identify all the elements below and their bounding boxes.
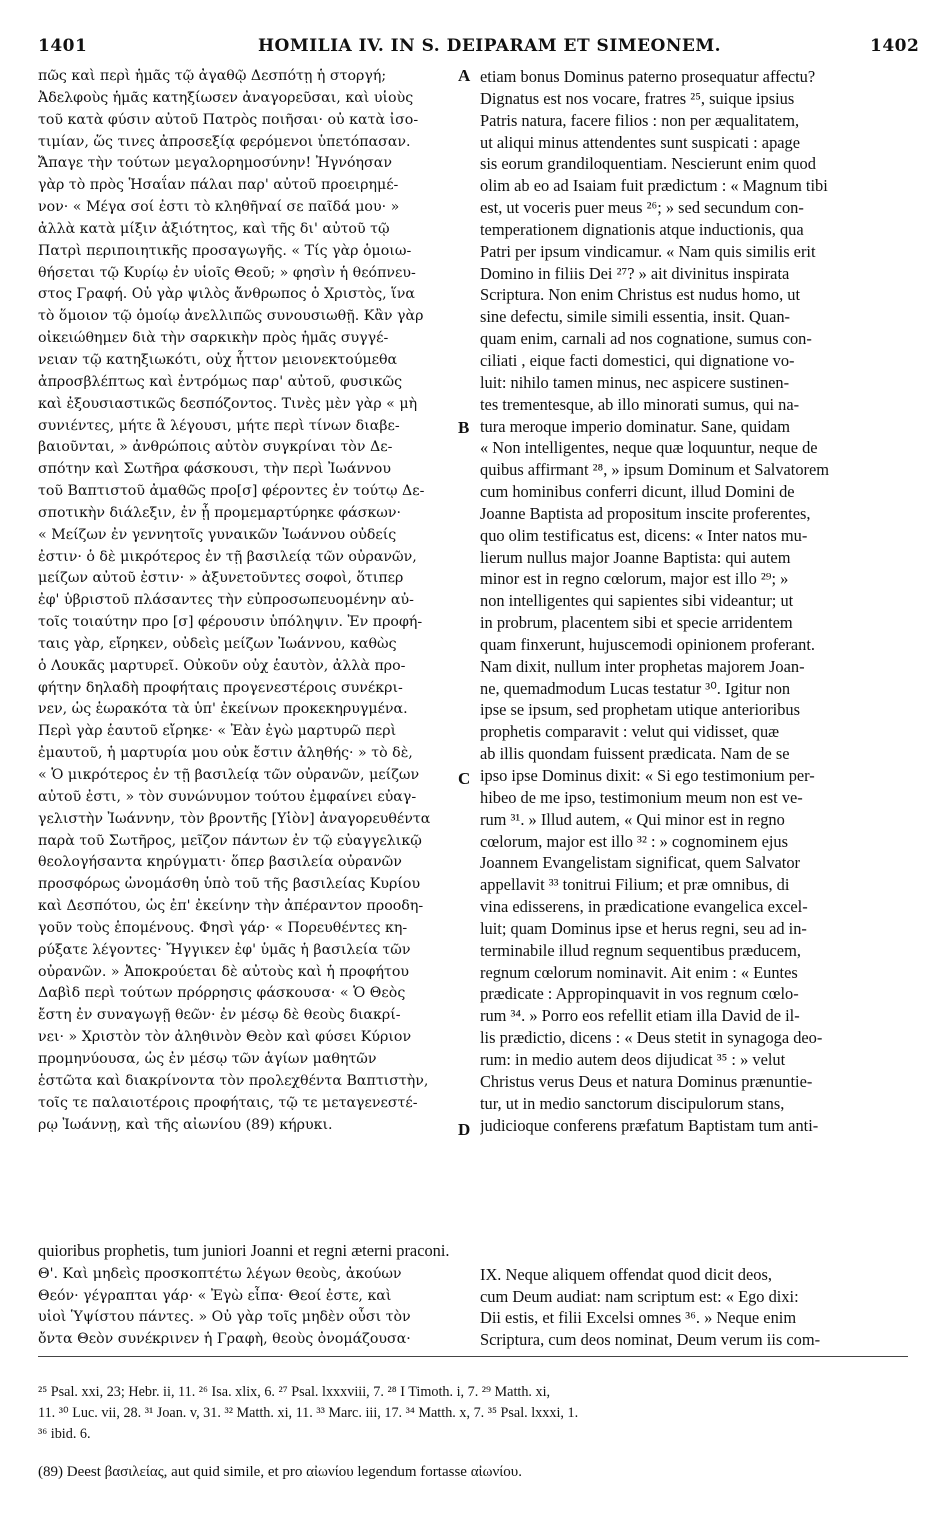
latin-line: rum ³¹. » Illud autem, « Qui minor est in regno: [480, 809, 785, 829]
greek-line: νεν, ὡς ἑωρακότα τὰ ὑπ' ἐκείνων προκεκηρυγμένα.: [38, 701, 408, 718]
footnotes: [38, 1382, 578, 1445]
footnote-rule: [38, 1356, 908, 1357]
greek-line: τὸ ὅμοιον τῷ ὁμοίῳ ἀνελλιπῶς συνουσιωθῇ. Κἂν γὰρ: [38, 308, 424, 325]
greek-line: Ἀδελφοὺς ἡμᾶς κατηξίωσεν ἀναγορεῦσαι, καὶ υἱοὺς: [38, 89, 414, 106]
latin-line: non intelligentes qui sapientes sibi videantur; ut: [480, 591, 794, 611]
greek-line: υἱοὶ Ὑψίστου πάντες. » Οὐ γὰρ τοῖς μηδὲν οὖσι τὸν: [38, 1309, 411, 1325]
greek-line: σπότην καὶ Σωτῆρα φάσκουσι, τὴν περὶ Ἰωάννου: [38, 461, 391, 478]
latin-line: appellavit ³³ tonitrui Filium; et præ omnibus, di: [480, 875, 790, 895]
footnote-line: 11. ³⁰ Luc. vii, 28. ³¹ Joan. v, 31. ³² Matth. xi, 11. ³³ Marc. iii, 17. ³⁴ Matth. x, 7. ³⁵ Psal. lxxxi, 1.: [38, 1405, 579, 1421]
latin-line: ipso ipse Dominus dixit: « Si ego testimonium per-: [480, 766, 815, 785]
latin-line: Domino in filiis Dei ²⁷? » ait divinitus inspirata: [480, 263, 790, 283]
greek-line: θεολογήσαντα κηρύγματι· ὅπερ βασιλεία οὐρανῶν: [38, 854, 402, 871]
page-number-left: 1401: [38, 36, 88, 56]
greek-line: φήτην δηλαδὴ προφήταις προγενεστέροις συνέκρι-: [38, 679, 403, 696]
latin-line: Christus verus Deus et natura Dominus prænuntie-: [480, 1071, 813, 1091]
greek-line: ρύξατε λέγοντες· Ἤγγικεν ἐφ' ὑμᾶς ἡ βασιλεία τῶν: [38, 941, 411, 958]
latin-line: Patri per ipsum vindicamur. « Nam quis similis erit: [480, 241, 816, 261]
greek-line: γελιστὴν Ἰωάννην, τὸν βροντῆς [Υἱὸν] ἀναγορευθέντα: [38, 810, 431, 827]
greek-line: ἐμαυτοῦ, ἡ μαρτυρία μου οὐκ ἔστιν ἀληθής· » τὸ δὲ,: [38, 745, 413, 762]
latin-line: terminabile illud regnum sequentibus præducem,: [480, 940, 801, 960]
latin-line: Scriptura, cum deos nominat, Deum verum iis com-: [480, 1329, 821, 1349]
greek-line: οὐρανῶν. » Ἀποκρούεται δὲ αὐτοὺς καὶ ἡ προφήτου: [38, 963, 409, 980]
latin-line: tes trementesque, ab illo minorati sumus, qui na-: [480, 394, 800, 414]
greek-line: ἀλλὰ κατὰ μίξιν ἀξιότητος, καὶ τῆς δι' αὐτοῦ τῷ: [38, 220, 390, 237]
latin-line: sine defectu, simile simili essentia, insit. Quan-: [480, 307, 790, 327]
greek-line: ἑστῶτα καὶ διακρίνοντα τὸν προλεχθέντα Βαπτιστὴν,: [38, 1072, 429, 1089]
greek-line: τοῦ κατὰ φύσιν αὐτοῦ Πατρὸς ποιῆσαι· οὐ κατὰ ἰσο-: [38, 111, 419, 128]
greek-line: τοῖς τε παλαιοτέροις προφήταις, τῷ τε μεταγενεστέ-: [38, 1094, 418, 1111]
greek-line: Θεόν· γέγραπται γάρ· « Ἐγὼ εἶπα· Θεοί ἐστε, καὶ: [38, 1287, 392, 1304]
greek-line: συνιέντες, μήτε ἃ λέγουσι, μήτε περὶ τίνων διαβε-: [38, 417, 400, 434]
latin-line: olim ab eo ad Isaiam fuit prædictum : « Magnum tibi: [480, 176, 828, 196]
latin-line: ipse se ipsum, sed prophetam utique anterioribus: [480, 700, 801, 720]
footnote-line: ²⁵ Psal. xxi, 23; Hebr. ii, 11. ²⁶ Isa. xlix, 6. ²⁷ Psal. lxxxviii, 7. ²⁸ I Timoth. i, 7. ²⁹ Matth. xi,: [38, 1384, 551, 1400]
greek-column: [38, 66, 454, 1136]
greek-line: θήσεται τῷ Κυρίῳ ἐν υἱοῖς Θεοῦ; » φησὶν ἡ θεόπνευ-: [38, 264, 416, 281]
latin-line: ab illis quondam fuissent prædicata. Nam de se: [480, 744, 790, 764]
page-number-right: 1402: [870, 36, 920, 56]
latin-line: « Non intelligentes, neque quæ loquuntur, neque de: [480, 438, 818, 458]
latin-line: ut aliqui minus attendentes sunt suspicati : apage: [480, 132, 801, 152]
latin-line: quam finxerunt, hujuscemodi opinionem proferant.: [480, 634, 816, 654]
latin-line: quibus affirmant ²⁸, » ipsum Dominum et Salvatorem: [480, 460, 830, 480]
greek-line: Δαβὶδ περὶ τούτων πρόρρησις φάσκουσα· « Ὁ Θεὸς: [38, 985, 406, 1002]
latin-line: vina edisserens, in prædicatione evangelica excel-: [480, 897, 808, 917]
margin-marker-b: B: [458, 418, 470, 437]
greek-line: ἔστη ἐν συναγωγῇ θεῶν· ἐν μέσῳ δὲ θεοὺς διακρί-: [38, 1007, 401, 1024]
greek-line: τιμίαν, ὥς τινες ἀπροσεξίᾳ φερόμενοι ὑπετόπασαν.: [38, 133, 411, 150]
greek-line: πῶς καὶ περὶ ἡμᾶς τῷ ἀγαθῷ Δεσπότῃ ἡ στοργή;: [38, 68, 387, 84]
latin-line: IX. Neque aliquem offendat quod dicit deos,: [480, 1265, 772, 1284]
latin-line: quam enim, carnali ad nos cognatione, sumus con-: [480, 329, 812, 349]
latin-line: est, ut voceris puer meus ²⁶; » sed secundum con-: [480, 198, 804, 218]
latin-line: lis prædictio, dicens : « Deus stetit in synagoga deo-: [480, 1028, 823, 1048]
section-ix-latin: [480, 1264, 906, 1350]
latin-line: cum Deum audiat: nam scriptum est: « Ego dixi:: [480, 1286, 799, 1306]
greek-line: γοῦν τοὺς ἑπομένους. Φησὶ γάρ· « Πορευθέντες κη-: [38, 919, 408, 936]
latin-line: Patris natura, facere filios : non per æqualitatem,: [480, 110, 800, 130]
latin-line: cum hominibus conferri dicunt, illud Domini de: [480, 482, 795, 502]
greek-line: νειαν τῷ κατηξιωκότι, οὐχ ἧττον μειονεκτούμεθα: [38, 351, 398, 368]
latin-line: prophetis comparavit : velut qui vidisset, quæ: [480, 722, 780, 742]
latin-line: Joanne Baptista ad propositum inscite proferentes,: [480, 503, 811, 523]
margin-marker-a: A: [458, 66, 471, 85]
latin-line: Nam dixit, nullum inter prophetas majorem Joan-: [480, 656, 805, 676]
latin-line: hibeo de me ipso, testimonium meum non est ve-: [480, 787, 803, 807]
latin-line: cœlorum, major est illo ³² : » cognominem ejus: [480, 831, 788, 851]
greek-line: προσφόρως ὠνομάσθη ὑπὸ τοῦ τῆς βασιλείας Κυρίου: [38, 876, 421, 893]
greek-line: τοῖς τοιαύτην προ [σ] φέρουσιν ὑπόληψιν. Ἐν προφή-: [38, 614, 423, 631]
greek-line: καὶ ἐξουσιαστικῶς δεσπόζοντος. Τινὲς μὲν γὰρ « μὴ: [38, 395, 418, 412]
spanning-line: quioribus prophetis, tum juniori Joanni et regni æterni praconi.: [38, 1241, 450, 1260]
latin-line: lierum nullus major Joanne Baptista: qui autem: [480, 547, 791, 567]
margin-marker-d: D: [458, 1120, 471, 1139]
greek-line: μείζων αὐτοῦ ἐστιν· » ἀξυνετοῦντες σοφοὶ, ὅτιπερ: [38, 570, 404, 587]
greek-line: ρῳ Ἰωάννῃ, καὶ τῆς αἰωνίου (89) κήρυκι.: [38, 1116, 333, 1133]
section-ix-greek: [38, 1264, 454, 1350]
latin-line: minor est in regno cœlorum, major est illo ²⁹; »: [480, 569, 789, 589]
greek-line: ἐφ' ὑβριστοῦ πλάσαντες τὴν εὐπροσωπευομένην αὐ-: [38, 592, 414, 609]
greek-line: Ἄπαγε τὴν τούτων μεγαλορημοσύνην! Ἠγνόησαν: [38, 155, 392, 172]
footnote-line: ³⁶ ibid. 6.: [38, 1426, 91, 1442]
margin-marker-c: C: [458, 769, 471, 788]
latin-line: tur, ut in medio sanctorum discipulorum stans,: [480, 1093, 785, 1113]
latin-line: ciliati , eique facti domestici, qui dignatione vo-: [480, 350, 795, 370]
greek-line: αὐτοῦ ἐστι, » τὸν συνώνυμον τούτου ἐμφαίνει εὐαγ-: [38, 788, 417, 805]
latin-line: prædicate : Appropinquavit in vos regnum cœlo-: [480, 984, 799, 1004]
latin-line: luit: nihilo tamen minus, nec aspicere sustinen-: [480, 372, 790, 392]
latin-line: Joannem Evangelistam significat, quem Salvator: [480, 853, 800, 873]
running-title: HOMILIA IV. IN S. DEIPARAM ET SIMEONEM.: [258, 36, 722, 56]
latin-line: etiam bonus Dominus paterno prosequatur affectu?: [480, 67, 816, 86]
latin-line: rum ³⁴. » Porro eos refellit etiam illa David de il-: [480, 1006, 800, 1026]
greek-line: στος Γραφή. Οὐ γὰρ ψιλὸς ἄνθρωπος ὁ Χριστὸς, ἵνα: [38, 286, 415, 303]
greek-line: σποτικὴν διάλεξιν, ἐν ᾗ προμεμαρτύρηκε φάσκων·: [38, 504, 402, 521]
greek-line: ὄντα Θεὸν συνέκρινεν ἡ Γραφὴ, θεοὺς ὀνομάζουσα·: [38, 1330, 411, 1347]
latin-line: quo olim testificatus est, dicens: « Inter natos mu-: [480, 525, 808, 545]
greek-line: « Ὁ μικρότερος ἐν τῇ βασιλείᾳ τῶν οὐρανῶν, μείζων: [38, 767, 420, 783]
greek-line: βαιοῦνται, » ἀνθρώποις αὐτὸν συγκρίναι τὸν Δε-: [38, 439, 393, 456]
greek-line: τοῦ Βαπτιστοῦ ἀμαθῶς προ[σ] φέροντες ἐν τούτῳ Δε-: [38, 483, 425, 500]
latin-line: Scriptura. Non enim Christus est nudus homo, ut: [480, 285, 801, 305]
latin-line: rum: in medio autem deos dijudicat ³⁵ : » velut: [480, 1049, 786, 1069]
greek-line: Πατρὶ περιποιητικῆς προσαγωγῆς. « Τίς γὰρ ὁμοιω-: [38, 242, 412, 259]
greek-line: νον· « Μέγα σοί ἐστι τὸ κληθῆναί σε παῖδά μου· »: [38, 199, 400, 216]
greek-line: Περὶ γὰρ ἑαυτοῦ εἴρηκε· « Ἐὰν ἐγὼ μαρτυρῶ περὶ: [38, 723, 397, 740]
greek-line: ταις γὰρ, εἴρηκεν, οὐδεὶς μείζων Ἰωάννου, καθὼς: [38, 635, 397, 652]
latin-line: in probrum, placentem sibi et specie arridentem: [480, 613, 793, 633]
greek-line: παρὰ τοῦ Σωτῆρος, μεῖζον πάντων ἐν τῷ εὐαγγελικῷ: [38, 832, 422, 849]
greek-line: ὁ Λουκᾶς μαρτυρεῖ. Οὐκοῦν οὐχ ἑαυτὸν, ἀλλὰ προ-: [38, 657, 406, 674]
greek-line: νει· » Χριστὸν τὸν ἀληθινὸν Θεὸν καὶ φύσει Κύριον: [38, 1029, 412, 1046]
greek-line: ἀπροσβλέπτως καὶ ἐντρόμως παρ' αὐτοῦ, φυσικῶς: [38, 373, 403, 390]
greek-line: οἰκειώθημεν διὰ τὴν σαρκικὴν πρὸς ἡμᾶς συγγέ-: [38, 330, 389, 347]
latin-line: temperationem dignationis atque inductionis, qua: [480, 219, 804, 239]
latin-line: tura meroque imperio dominatur. Sane, quidam: [480, 416, 790, 436]
latin-line: luit; quam Dominus ipse et herus regni, seu ad in-: [480, 918, 807, 938]
greek-line: Θ'. Καὶ μηδεὶς προσκοπτέτω λέγων θεοὺς, ἀκούων: [38, 1266, 402, 1282]
greek-line: γὰρ τὸ πρὸς Ἡσαΐαν πάλαι παρ' αὐτοῦ προειρημέ-: [38, 177, 399, 194]
greek-line: προμηνύουσα, ὡς ἐν μέσῳ τῶν ἁγίων μαθητῶν: [38, 1050, 377, 1067]
greek-line: « Μείζων ἐν γεννητοῖς γυναικῶν Ἰωάννου οὐδείς: [38, 526, 397, 543]
editorial-note: (89) Deest βασιλείας, aut quid simile, et pro αἰωνίου legendum fortasse αἰωνίου.: [38, 1464, 522, 1480]
greek-line: καὶ Δεσπότου, ὡς ἐπ' ἐκείνην τὴν ἀπέραντον προοδη-: [38, 898, 424, 915]
latin-line: sis eorum grandiloquentiam. Nescierunt enim quod: [480, 154, 816, 174]
latin-line: Dignatus est nos vocare, fratres ²⁵, suique ipsius: [480, 88, 795, 108]
latin-line: ne, quemadmodum Lucas testatur ³⁰. Igitur non: [480, 678, 791, 698]
page-header: [0, 0, 934, 60]
latin-line: Dii estis, et filii Excelsi omnes ³⁶. » Neque enim: [480, 1308, 797, 1327]
latin-line: judicioque conferens præfatum Baptistam tum anti-: [480, 1115, 819, 1135]
greek-line: ἐστιν· ὁ δὲ μικρότερος ἐν τῇ βασιλείᾳ τῶν οὐρανῶν,: [38, 548, 417, 565]
latin-line: regnum cœlorum nominavit. Ait enim : « Euntes: [480, 962, 798, 982]
latin-column: [480, 66, 906, 1136]
